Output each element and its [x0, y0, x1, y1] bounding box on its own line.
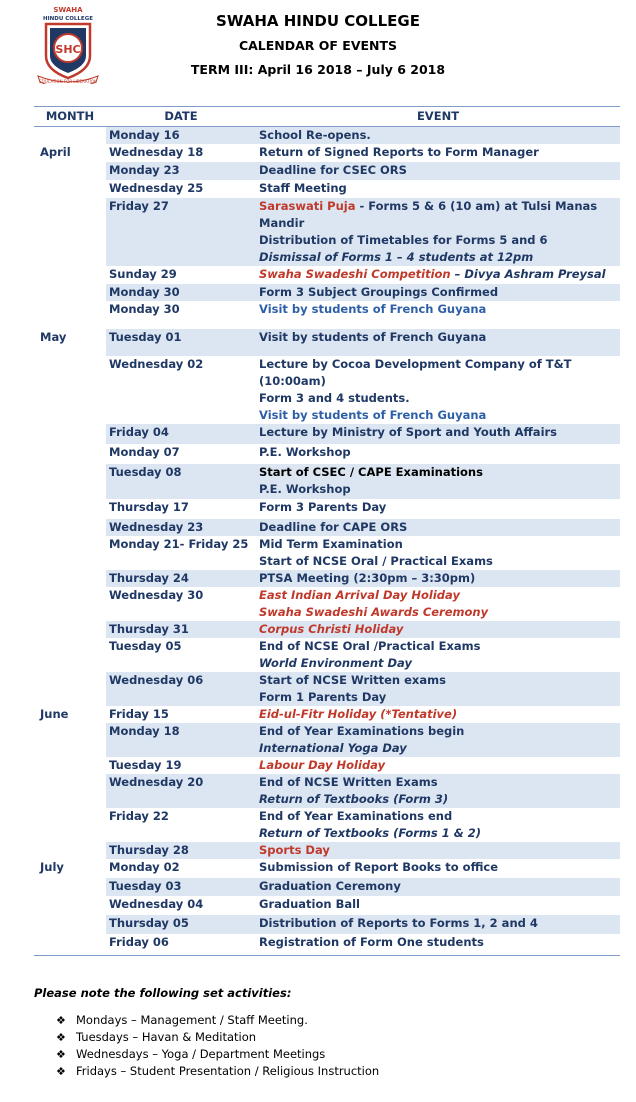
event-text: Visit by students of French Guyana [259, 302, 487, 316]
event-cell [256, 499, 620, 519]
event-cell [256, 896, 620, 915]
diamond-bullet-icon: ❖ [56, 1031, 66, 1044]
date-cell: Wednesday 25 [109, 181, 204, 195]
event-cell [256, 424, 620, 444]
event-cell [256, 878, 620, 896]
event-text: Staff Meeting [259, 181, 347, 195]
event-text: Labour Day Holiday [259, 758, 386, 772]
event-line [259, 689, 620, 706]
event-text: Form 3 and 4 students. [259, 391, 410, 405]
month-cell [34, 356, 106, 424]
note-text: Wednesdays – Yoga / Department Meetings [76, 1047, 326, 1061]
list-item [56, 1063, 614, 1080]
event-cell [256, 301, 620, 329]
table-row [34, 842, 620, 859]
month-cell [34, 266, 106, 284]
event-line [259, 390, 620, 407]
date-cell: Tuesday 05 [109, 639, 182, 653]
date-cell: Tuesday 19 [109, 758, 182, 772]
event-cell [256, 934, 620, 953]
event-line [259, 198, 620, 215]
table-row [34, 896, 620, 915]
month-cell: June [40, 707, 69, 721]
date-cell: Tuesday 03 [106, 878, 256, 896]
table-row [34, 621, 620, 638]
month-cell: April [40, 145, 71, 159]
event-text: Deadline for CSEC ORS [259, 163, 407, 177]
date-cell: Wednesday 23 [106, 519, 256, 536]
table-row [34, 329, 620, 356]
event-line [259, 519, 620, 536]
date-cell: Monday 18 [106, 723, 256, 757]
table-row [34, 808, 620, 842]
event-line [259, 842, 620, 859]
event-text: Form 1 Parents Day [259, 690, 387, 704]
list-item [56, 1012, 614, 1029]
month-cell [34, 519, 106, 536]
event-text: Swaha Swadeshi Competition [259, 267, 451, 281]
event-cell [256, 808, 620, 842]
event-text: World Environment Day [259, 656, 412, 670]
table-row [34, 266, 620, 284]
table-row [34, 536, 620, 570]
notes-list [34, 1012, 614, 1080]
event-line [259, 878, 620, 895]
date-cell: Monday 02 [109, 860, 180, 874]
event-text-suffix: - Forms 5 & 6 (10 am) at Tulsi Manas [355, 199, 598, 213]
month-cell [34, 842, 106, 859]
event-line [259, 740, 620, 757]
document-header [0, 8, 636, 82]
col-event-header: EVENT [416, 109, 460, 123]
event-line [259, 604, 620, 621]
table-row [34, 706, 620, 723]
month-cell [34, 198, 106, 266]
date-cell: Monday 07 [109, 445, 180, 459]
table-row [34, 638, 620, 672]
month-cell [34, 757, 106, 774]
event-line [259, 638, 620, 655]
table-row [34, 464, 620, 499]
note-text: Fridays – Student Presentation / Religious Instruction [76, 1064, 380, 1078]
month-cell [34, 587, 106, 621]
date-cell: Wednesday 04 [109, 897, 204, 911]
event-cell [256, 180, 620, 198]
event-line [259, 464, 620, 481]
event-line [259, 536, 620, 553]
date-cell: Friday 22 [109, 809, 169, 823]
event-line [259, 284, 620, 301]
table-row [34, 198, 620, 266]
date-cell: Monday 16 [106, 127, 256, 144]
event-text: Form 3 Subject Groupings Confirmed [259, 285, 499, 299]
event-cell [256, 672, 620, 706]
month-cell [34, 621, 106, 638]
set-activities-notes [34, 986, 614, 1080]
month-cell [34, 127, 106, 144]
date-cell: Monday 21- Friday 25 [109, 537, 249, 551]
event-line [259, 144, 620, 161]
events-table [34, 106, 620, 956]
event-text: Graduation Ball [259, 897, 360, 911]
date-cell: Tuesday 01 [106, 329, 256, 356]
table-row [34, 757, 620, 774]
month-cell [34, 878, 106, 896]
table-row [34, 723, 620, 757]
event-line [259, 896, 620, 913]
event-cell [256, 464, 620, 499]
event-text: P.E. Workshop [259, 482, 351, 496]
event-line [259, 162, 620, 179]
date-cell: Tuesday 08 [106, 464, 256, 499]
table-body [34, 127, 620, 953]
table-row [34, 144, 620, 162]
table-row [34, 180, 620, 198]
event-cell [256, 621, 620, 638]
col-month-header: MONTH [45, 109, 95, 123]
table-row [34, 519, 620, 536]
date-cell: Friday 15 [109, 707, 169, 721]
event-cell [256, 638, 620, 672]
event-line [259, 672, 620, 689]
event-text: Visit by students of French Guyana [259, 330, 487, 344]
table-row [34, 915, 620, 934]
month-cell [34, 284, 106, 301]
month-cell [34, 444, 106, 464]
school-title: SWAHA HINDU COLLEGE [216, 12, 420, 30]
event-text: End of Year Examinations end [259, 809, 453, 823]
logo-initials: SHC [55, 43, 81, 56]
event-line [259, 373, 620, 390]
event-cell [256, 356, 620, 424]
event-line [259, 825, 620, 842]
event-line [259, 934, 620, 951]
event-line [259, 587, 620, 604]
event-text: Mid Term Examination [259, 537, 403, 551]
event-line [259, 407, 620, 424]
event-text: Graduation Ceremony [259, 879, 401, 893]
list-item [56, 1046, 614, 1063]
event-text: School Re-opens. [259, 128, 371, 142]
date-cell: Monday 30 [106, 284, 256, 301]
table-row [34, 424, 620, 444]
event-text: International Yoga Day [259, 741, 407, 755]
month-cell [34, 464, 106, 499]
event-text: End of NCSE Written Exams [259, 775, 438, 789]
table-row [34, 934, 620, 953]
event-text: Registration of Form One students [259, 935, 484, 949]
event-line [259, 621, 620, 638]
event-text: Start of CSEC / CAPE Examinations [259, 465, 483, 479]
event-cell [256, 915, 620, 934]
term-range: TERM III: April 16 2018 – July 6 2018 [190, 62, 446, 77]
event-line [259, 774, 620, 791]
month-cell [34, 808, 106, 842]
table-row [34, 444, 620, 464]
event-text: Swaha Swadeshi Awards Ceremony [259, 605, 489, 619]
event-line [259, 249, 620, 266]
event-text: P.E. Workshop [259, 445, 351, 459]
event-text: End of NCSE Oral /Practical Exams [259, 639, 481, 653]
event-cell [256, 842, 620, 859]
month-cell: May [40, 330, 67, 344]
date-cell: Monday 23 [106, 162, 256, 180]
diamond-bullet-icon: ❖ [56, 1014, 66, 1027]
event-text: Return of Signed Reports to Form Manager [259, 145, 539, 159]
date-cell: Friday 27 [106, 198, 256, 266]
event-text: Form 3 Parents Day [259, 500, 387, 514]
event-cell [256, 519, 620, 536]
month-cell [34, 638, 106, 672]
date-cell: Friday 04 [106, 424, 256, 444]
event-line [259, 791, 620, 808]
event-line [259, 180, 620, 197]
event-text: Corpus Christi Holiday [259, 622, 404, 636]
event-line [259, 757, 620, 774]
event-text: PTSA Meeting (2:30pm – 3:30pm) [259, 571, 476, 585]
event-cell [256, 570, 620, 587]
date-cell: Wednesday 20 [106, 774, 256, 808]
event-cell [256, 444, 620, 464]
event-text: Submission of Report Books to office [259, 860, 499, 874]
event-cell [256, 162, 620, 180]
month-cell [34, 536, 106, 570]
date-cell: Sunday 29 [109, 267, 177, 281]
event-line [259, 570, 620, 587]
note-text: Mondays – Management / Staff Meeting. [76, 1013, 308, 1027]
date-cell: Wednesday 06 [106, 672, 256, 706]
event-text: Eid-ul-Fitr Holiday (*Tentative) [259, 707, 458, 721]
table-row [34, 301, 620, 329]
table-row [34, 284, 620, 301]
logo-arc-top: SWAHA [53, 6, 83, 14]
table-row [34, 587, 620, 621]
month-cell [34, 180, 106, 198]
event-cell [256, 198, 620, 266]
month-cell [34, 424, 106, 444]
event-cell [256, 144, 620, 162]
event-line [259, 127, 620, 144]
event-text: Mandir [259, 216, 305, 230]
table-row [34, 499, 620, 519]
event-text: End of Year Examinations begin [259, 724, 465, 738]
event-text-suffix: – Divya Ashram Preysal [450, 267, 606, 281]
col-date-header: DATE [164, 109, 198, 123]
event-text: Lecture by Cocoa Development Company of T&T [259, 357, 572, 371]
event-line [259, 444, 620, 461]
table-row [34, 859, 620, 878]
table-bottom-rule [34, 953, 620, 956]
table-row [34, 878, 620, 896]
event-cell [256, 757, 620, 774]
event-text: Sports Day [259, 843, 330, 857]
diamond-bullet-icon: ❖ [56, 1065, 66, 1078]
table-row [34, 356, 620, 424]
event-cell [256, 723, 620, 757]
event-text: Visit by students of French Guyana [259, 408, 487, 422]
event-text: (10:00am) [259, 374, 326, 388]
table-row [34, 774, 620, 808]
month-cell [34, 570, 106, 587]
table-row [34, 162, 620, 180]
month-cell [34, 499, 106, 519]
event-text: Start of NCSE Written exams [259, 673, 446, 687]
table-header [34, 106, 620, 127]
event-text: Return of Textbooks (Form 3) [259, 792, 449, 806]
event-cell [256, 284, 620, 301]
event-line [259, 356, 620, 373]
event-cell [256, 127, 620, 144]
event-cell [256, 266, 620, 284]
date-cell: Thursday 24 [106, 570, 256, 587]
table-row [34, 570, 620, 587]
month-cell [34, 774, 106, 808]
date-cell: Monday 30 [109, 302, 180, 316]
date-cell: Friday 06 [109, 935, 169, 949]
date-cell: Wednesday 02 [109, 357, 204, 371]
event-line [259, 232, 620, 249]
month-cell [34, 162, 106, 180]
event-line [259, 481, 620, 498]
list-item [56, 1029, 614, 1046]
event-line [259, 499, 620, 516]
event-text: Deadline for CAPE ORS [259, 520, 408, 534]
logo-arc-sub: HINDU COLLEGE [43, 16, 93, 22]
date-cell: Wednesday 30 [109, 588, 204, 602]
logo-ribbon: EDUCATION FOR LIBERATION [39, 79, 97, 84]
month-cell [34, 301, 106, 329]
event-text: East Indian Arrival Day Holiday [259, 588, 460, 602]
date-cell: Wednesday 18 [109, 145, 204, 159]
month-cell: July [40, 860, 64, 874]
event-line [259, 266, 620, 283]
event-text: Distribution of Reports to Forms 1, 2 and 4 [259, 916, 538, 930]
event-cell [256, 774, 620, 808]
event-line [259, 723, 620, 740]
event-text: Saraswati Puja [259, 199, 356, 213]
calendar-subtitle: CALENDAR OF EVENTS [238, 38, 398, 53]
date-cell: Thursday 31 [106, 621, 256, 638]
event-text: Lecture by Ministry of Sport and Youth Affairs [259, 425, 558, 439]
event-text: Dismissal of Forms 1 – 4 students at 12pm [259, 250, 534, 264]
table-row [34, 127, 620, 144]
month-cell [34, 915, 106, 934]
event-line [259, 706, 620, 723]
event-line [259, 424, 620, 441]
table-row [34, 672, 620, 706]
event-cell [256, 706, 620, 723]
date-cell: Thursday 05 [106, 915, 256, 934]
notes-title: Please note the following set activities: [34, 986, 292, 1000]
event-line [259, 215, 620, 232]
event-line [259, 301, 620, 318]
note-text: Tuesdays – Havan & Meditation [76, 1030, 257, 1044]
event-line [259, 859, 620, 876]
month-cell [34, 672, 106, 706]
event-cell [256, 329, 620, 356]
date-cell: Thursday 17 [109, 500, 189, 514]
month-cell [34, 896, 106, 915]
event-line [259, 329, 620, 346]
event-cell [256, 859, 620, 878]
event-cell [256, 536, 620, 570]
event-line [259, 915, 620, 932]
event-text: Return of Textbooks (Forms 1 & 2) [259, 826, 482, 840]
diamond-bullet-icon: ❖ [56, 1048, 66, 1061]
event-line [259, 808, 620, 825]
event-text: Distribution of Timetables for Forms 5 and 6 [259, 233, 548, 247]
event-cell [256, 587, 620, 621]
date-cell: Thursday 28 [106, 842, 256, 859]
month-cell [34, 934, 106, 953]
month-cell [34, 723, 106, 757]
event-line [259, 655, 620, 672]
event-line [259, 553, 620, 570]
event-text: Start of NCSE Oral / Practical Exams [259, 554, 493, 568]
